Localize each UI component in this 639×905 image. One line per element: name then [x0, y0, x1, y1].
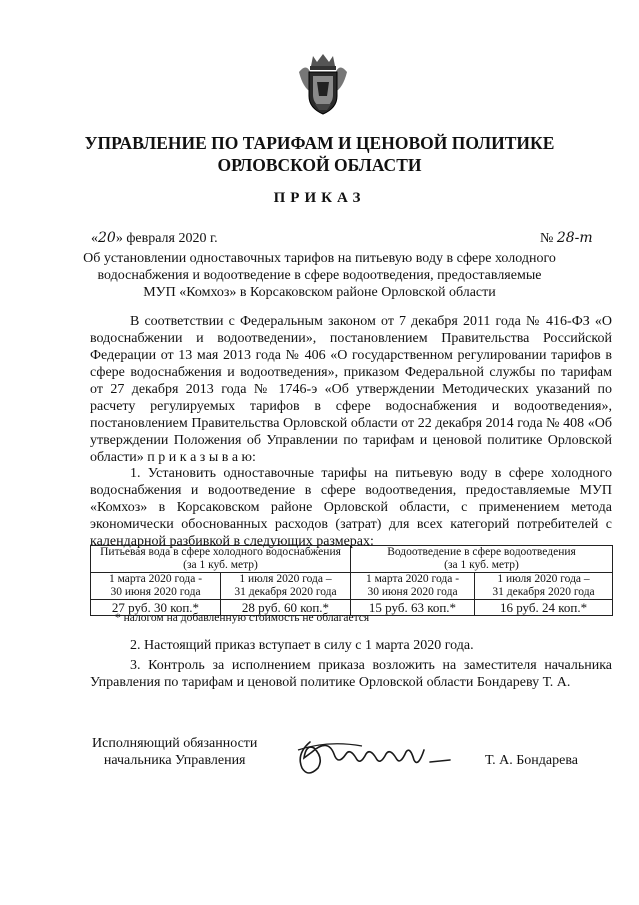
tariff-value-cell: 16 руб. 24 коп.*	[475, 600, 613, 616]
tariff-table	[90, 545, 613, 616]
tariff-value-cell: 27 руб. 30 коп.*	[91, 600, 221, 616]
subject-line: водоснабжения и водоотведение в сфере водоотведения, предоставляемые	[97, 268, 542, 283]
tariff-value-cell: 15 руб. 63 коп.*	[351, 600, 475, 616]
tariff-value-cell: 28 руб. 60 коп.*	[221, 600, 351, 616]
subject-line: МУП «Комхоз» в Корсаковском районе Орловской области	[143, 285, 496, 300]
group-header-wastewater: Водоотведение в сфере водоотведения (за 1 куб. метр)	[351, 546, 613, 573]
number-prefix: №	[540, 231, 554, 246]
period-cell: 1 июля 2020 года – 31 декабря 2020 года	[221, 573, 351, 600]
document-type-title: ПРИКАЗ	[273, 190, 366, 206]
preamble-paragraph: В соответствии с Федеральным законом от 7 декабря 2011 года № 416-ФЗ «О водоснабжении и водоотведении», постановлением Правительства Российской Федерации от 13 мая 2013 года № 406 «О государственном регулировании тарифов в сфере водоснабжения и водоотведения», приказом Федеральной службы по тарифам от 27 декабря 2013 года № 1746-э «Об утверждении Методических указаний по расчету регулируемых тарифов в сфере водоснабжения и водоотведения», постановлением Правительства Орловской области от 22 декабря 2014 года № 408 «Об утверждении Положения об Управлении по тарифам и ценовой политике Орловской области» п р и к а з ы в а ю:	[90, 314, 612, 465]
table-footnote: * налогом на добавленную стоимость не облагается	[115, 612, 370, 624]
signatory-position: Исполняющий обязанности начальника Управления	[92, 736, 258, 768]
number-handwritten: 28-т	[556, 230, 593, 246]
subject-line: Об установлении одноставочных тарифов на питьевую воду в сфере холодного	[83, 251, 556, 266]
period-cell: 1 июля 2020 года – 31 декабря 2020 года	[475, 573, 613, 600]
table-period-row	[91, 573, 613, 600]
date-month-year: » февраля 2020 г.	[115, 231, 218, 246]
item-2-paragraph: 2. Настоящий приказ вступает в силу с 1 марта 2020 года.	[130, 638, 474, 653]
document-date: «20» февраля 2020 г.	[91, 230, 218, 246]
period-cell: 1 марта 2020 года - 30 июня 2020 года	[351, 573, 475, 600]
group-header-water: Питьевая вода в сфере холодного водоснабжения (за 1 куб. метр)	[91, 546, 351, 573]
organization-name-line-1: УПРАВЛЕНИЕ ПО ТАРИФАМ И ЦЕНОВОЙ ПОЛИТИКЕ	[84, 133, 555, 153]
coat-of-arms-emblem	[297, 52, 349, 118]
document-number	[540, 230, 593, 247]
order-subject	[0, 250, 639, 301]
signatory-name: Т. А. Бондарева	[485, 753, 578, 768]
date-day-handwritten: 20	[98, 230, 116, 246]
handwritten-signature	[288, 728, 458, 783]
period-cell: 1 марта 2020 года - 30 июня 2020 года	[91, 573, 221, 600]
item-3-paragraph: 3. Контроль за исполнением приказа возложить на заместителя начальника Управления по тарифам и ценовой политике Орловской области Бондареву Т. А.	[90, 658, 612, 690]
item-1-paragraph: 1. Установить одноставочные тарифы на питьевую воду в сфере холодного водоснабжения и водоотведение в сфере водоотведения, предоставляемые МУП «Комхоз» в Корсаковском районе Орловской области, с применением метода экономически обоснованных расходов (затрат) для всех категорий потребителей с календарной разбивкой в следующих размерах:	[90, 466, 612, 549]
table-header-row	[91, 546, 613, 573]
organization-name-line-2: ОРЛОВСКОЙ ОБЛАСТИ	[217, 155, 422, 175]
